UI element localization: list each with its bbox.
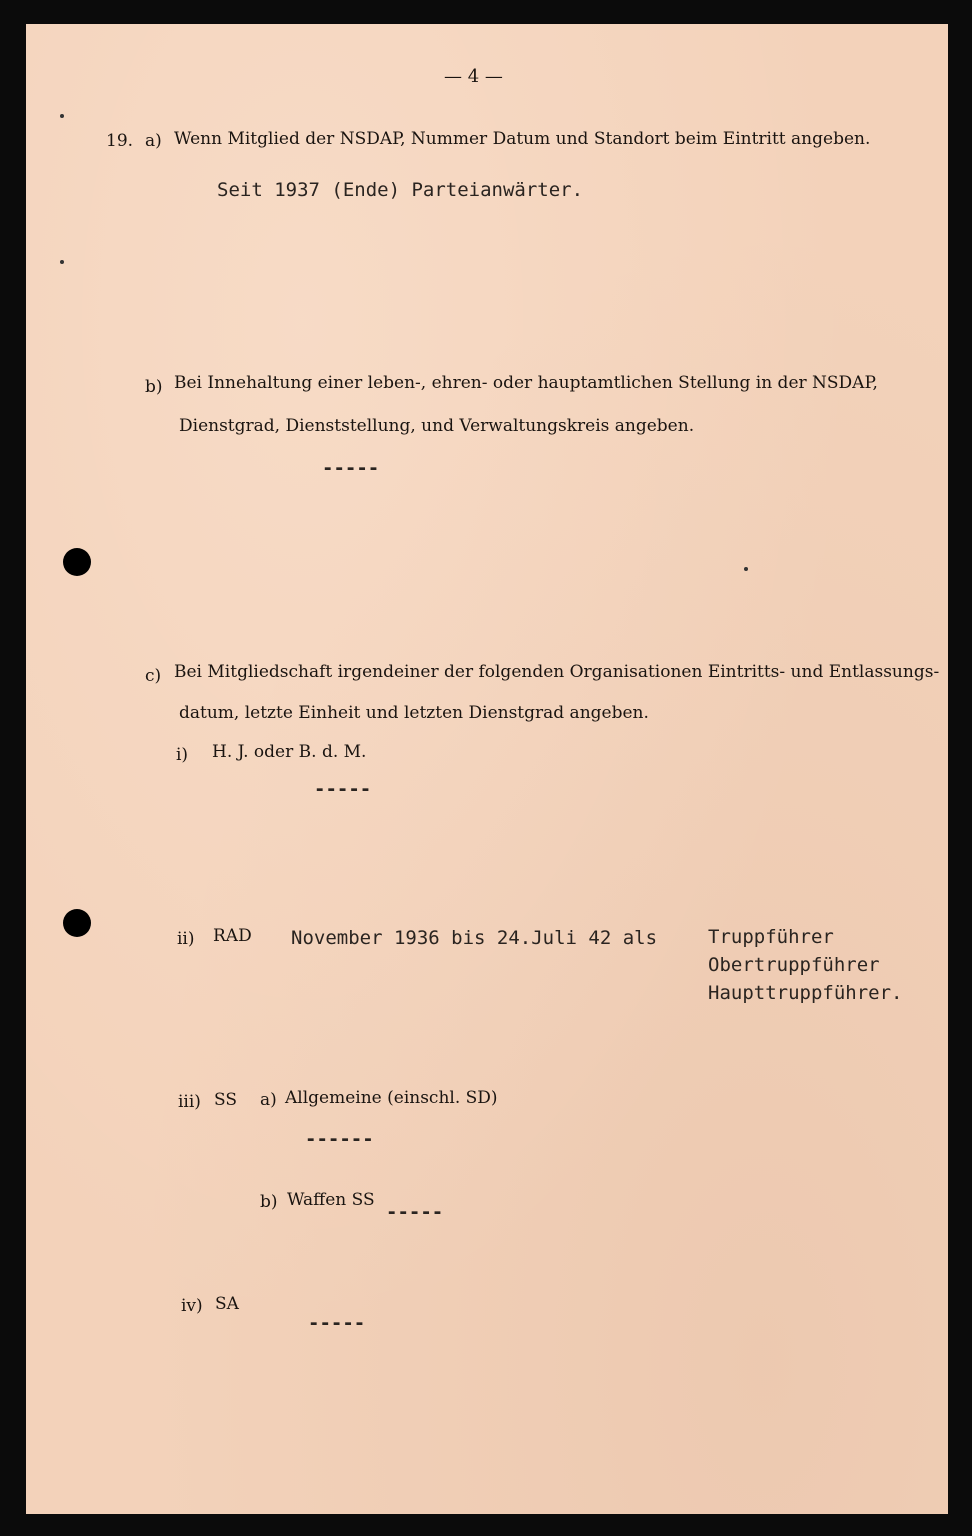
- page-number: — 4 —: [444, 66, 503, 87]
- question-number: 19.: [106, 131, 134, 151]
- sub-iv-label: iv): [181, 1296, 203, 1316]
- item-a-answer: Seit 1937 (Ende) Parteianwärter.: [217, 179, 584, 201]
- sub-ii-text: RAD: [213, 926, 252, 946]
- sub-iii-b-answer: -----: [386, 1201, 444, 1223]
- sub-iii-text: SS: [214, 1090, 237, 1110]
- sub-iii-b-text: Waffen SS: [287, 1190, 375, 1210]
- sub-iii-label: iii): [178, 1092, 201, 1112]
- document-page: [26, 24, 948, 1514]
- sub-iv-text: SA: [215, 1294, 239, 1314]
- sub-ii-rank-1: Truppführer: [708, 926, 834, 948]
- sub-ii-rank-2: Obertruppführer: [708, 954, 880, 976]
- sub-ii-answer: November 1936 bis 24.Juli 42 als: [291, 927, 658, 949]
- sub-i-label: i): [176, 745, 189, 765]
- speck: [744, 567, 748, 571]
- item-a-label: a): [145, 131, 162, 151]
- item-c-label: c): [145, 666, 162, 686]
- sub-i-text: H. J. oder B. d. M.: [212, 742, 367, 762]
- sub-ii-rank-3: Haupttruppführer.: [708, 982, 903, 1004]
- sub-iii-b-label: b): [260, 1192, 278, 1212]
- item-c-line1: Bei Mitgliedschaft irgendeiner der folgenden Organisationen Eintritts- und Entlassungs-: [174, 662, 940, 682]
- speck: [60, 114, 64, 118]
- sub-ii-label: ii): [177, 929, 195, 949]
- sub-iii-a-text: Allgemeine (einschl. SD): [285, 1088, 498, 1108]
- item-b-line1: Bei Innehaltung einer leben-, ehren- oder hauptamtlichen Stellung in der NSDAP,: [174, 373, 878, 393]
- sub-iii-a-label: a): [260, 1090, 277, 1110]
- item-a-text: Wenn Mitglied der NSDAP, Nummer Datum und Standort beim Eintritt angeben.: [174, 129, 871, 149]
- sub-i-answer: -----: [314, 778, 372, 800]
- punch-hole-bottom: [63, 909, 91, 937]
- item-b-line2: Dienstgrad, Dienststellung, und Verwaltungskreis angeben.: [179, 416, 695, 436]
- item-b-label: b): [145, 377, 163, 397]
- item-c-line2: datum, letzte Einheit und letzten Dienstgrad angeben.: [179, 703, 649, 723]
- punch-hole-top: [63, 548, 91, 576]
- speck: [60, 260, 64, 264]
- item-b-answer: -----: [322, 457, 380, 479]
- sub-iv-answer: -----: [308, 1312, 366, 1334]
- sub-iii-a-answer: ------: [305, 1128, 374, 1150]
